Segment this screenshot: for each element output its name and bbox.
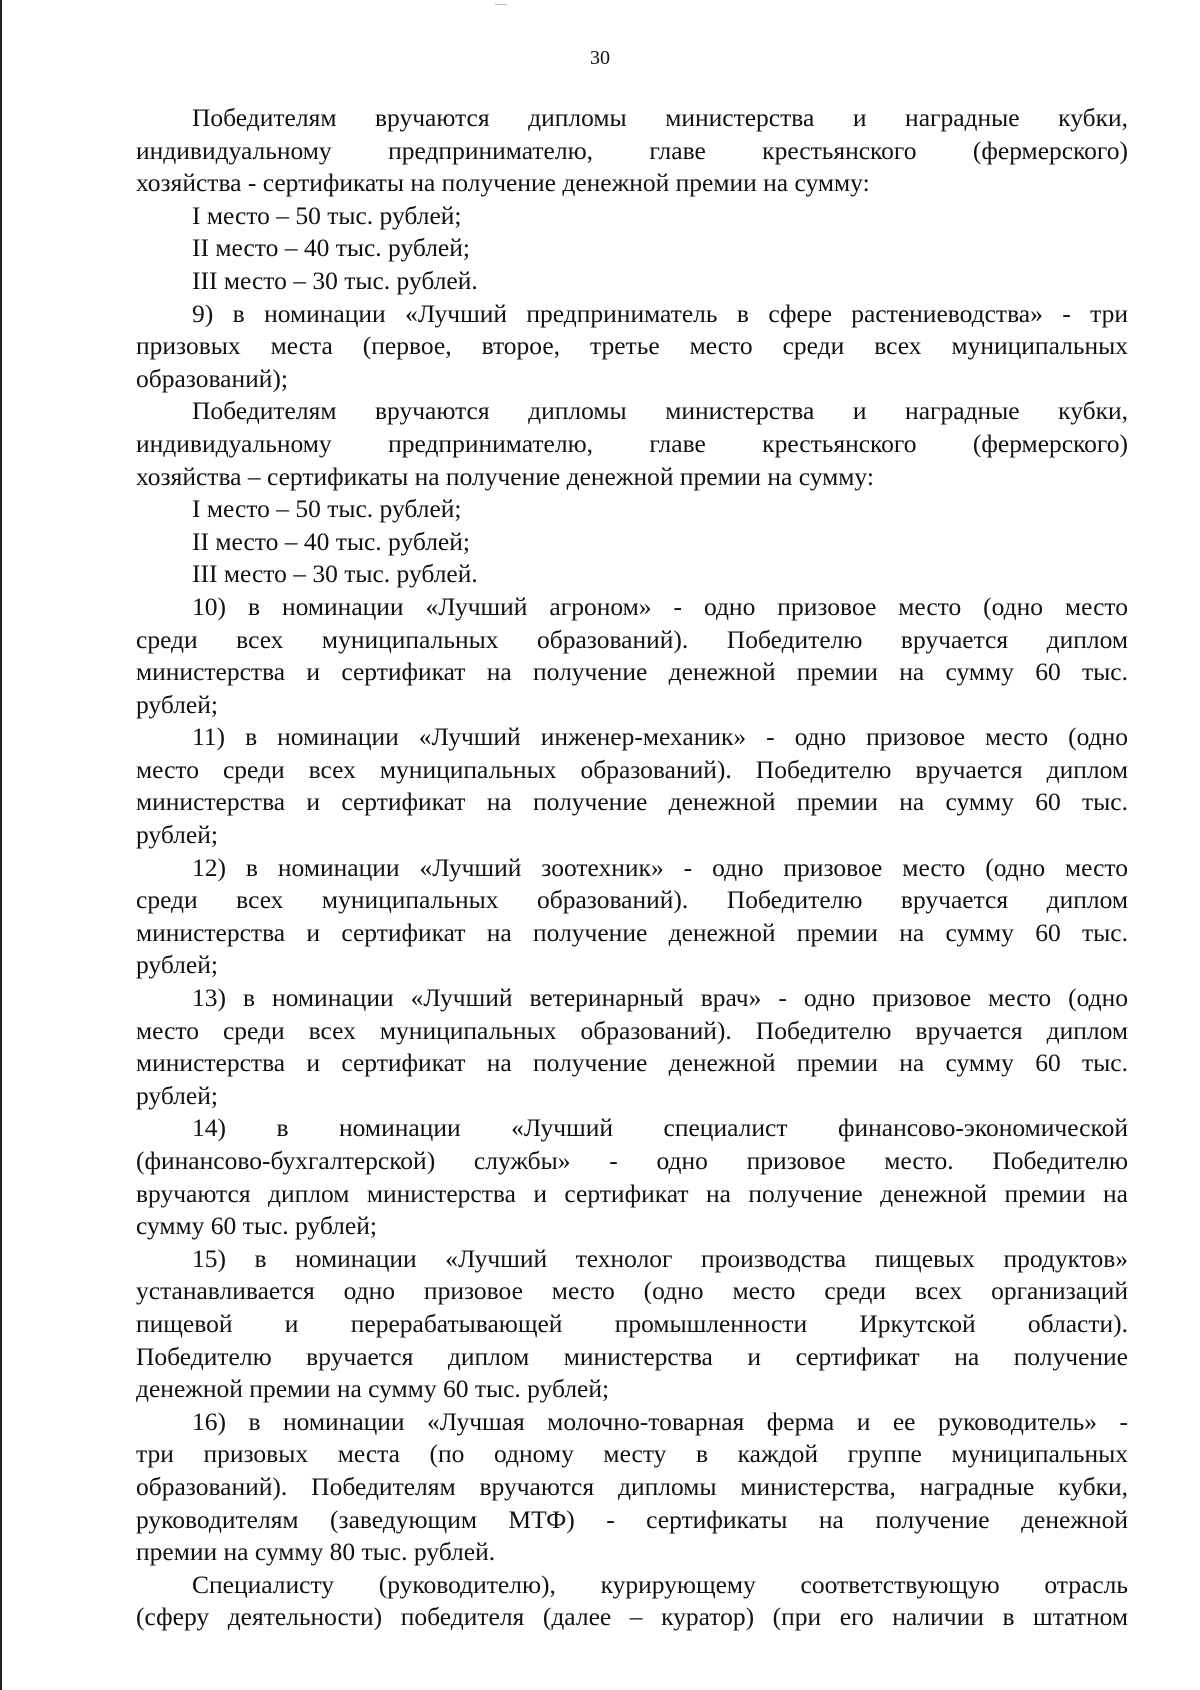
document-body bbox=[136, 102, 1128, 1634]
text-line: 12) в номинации «Лучший зоотехник» - одно призовое место (одно место bbox=[192, 852, 1128, 882]
text-line: хозяйства – сертификаты на получение денежной премии на сумму: bbox=[136, 461, 874, 491]
text-line: Победителям вручаются дипломы министерства и наградные кубки, bbox=[192, 396, 1128, 426]
text-line: руководителям (заведующим МТФ) - сертификаты на получение денежной bbox=[136, 1504, 1128, 1534]
text-line: индивидуальному предпринимателю, главе крестьянского (фермерского) bbox=[136, 135, 1128, 165]
text-line: 10) в номинации «Лучший агроном» - одно призовое место (одно место bbox=[192, 591, 1128, 621]
text-line: Победителям вручаются дипломы министерства и наградные кубки, bbox=[192, 103, 1128, 132]
text-line: Победителю вручается диплом министерства и сертификат на получение bbox=[136, 1341, 1128, 1371]
text-line: три призовых места (по одному месту в каждой группе муниципальных bbox=[136, 1439, 1128, 1469]
text-line: сумму 60 тыс. рублей; bbox=[136, 1211, 377, 1241]
text-line: рублей; bbox=[136, 820, 218, 850]
text-line: место среди всех муниципальных образований). Победителю вручается диплом bbox=[136, 754, 1128, 784]
scan-left-edge bbox=[0, 0, 2, 1690]
text-line: денежной премии на сумму 60 тыс. рублей; bbox=[136, 1374, 610, 1404]
text-line: министерства и сертификат на получение денежной премии на сумму 60 тыс. bbox=[136, 657, 1128, 687]
text-line: образований); bbox=[136, 363, 289, 393]
text-line: I место – 50 тыс. рублей; bbox=[192, 494, 462, 524]
text-line: устанавливается одно призовое место (одно место среди всех организаций bbox=[136, 1276, 1128, 1306]
page-number: 30 bbox=[590, 47, 610, 69]
text-line: среди всех муниципальных образований). Победителю вручается диплом bbox=[136, 624, 1128, 654]
text-line: 16) в номинации «Лучшая молочно-товарная ферма и ее руководитель» - bbox=[192, 1406, 1128, 1436]
text-line: место среди всех муниципальных образований). Победителю вручается диплом bbox=[136, 1015, 1128, 1045]
text-line: премии на сумму 80 тыс. рублей. bbox=[136, 1537, 496, 1567]
text-line: образований). Победителям вручаются дипломы министерства, наградные кубки, bbox=[136, 1471, 1128, 1501]
text-line: призовых места (первое, второе, третье место среди всех муниципальных bbox=[136, 331, 1128, 361]
text-line: рублей; bbox=[136, 1080, 218, 1110]
text-line: пищевой и перерабатывающей промышленности Иркутской области). bbox=[136, 1308, 1128, 1338]
text-line: 13) в номинации «Лучший ветеринарный врач» - одно призовое место (одно bbox=[192, 983, 1128, 1013]
text-line: 11) в номинации «Лучший инженер-механик» - одно призовое место (одно bbox=[192, 722, 1128, 752]
text-line: рублей; bbox=[136, 689, 218, 719]
text-line: III место – 30 тыс. рублей. bbox=[192, 559, 478, 589]
text-line: I место – 50 тыс. рублей; bbox=[192, 200, 462, 230]
text-line: хозяйства - сертификаты на получение денежной премии на сумму: bbox=[136, 168, 870, 198]
text-line: 14) в номинации «Лучший специалист финансово-экономической bbox=[192, 1113, 1128, 1143]
text-line: III место – 30 тыс. рублей. bbox=[192, 265, 478, 295]
text-line: министерства и сертификат на получение денежной премии на сумму 60 тыс. bbox=[136, 787, 1128, 817]
text-line: 15) в номинации «Лучший технолог производства пищевых продуктов» bbox=[192, 1243, 1128, 1273]
text-line: 9) в номинации «Лучший предприниматель в сфере растениеводства» - три bbox=[192, 298, 1128, 328]
text-line: рублей; bbox=[136, 950, 218, 980]
text-line: среди всех муниципальных образований). Победителю вручается диплом bbox=[136, 885, 1128, 915]
text-line: (финансово-бухгалтерской) службы» - одно призовое место. Победителю bbox=[136, 1146, 1128, 1175]
text-line: министерства и сертификат на получение денежной премии на сумму 60 тыс. bbox=[136, 917, 1128, 947]
text-line: министерства и сертификат на получение денежной премии на сумму 60 тыс. bbox=[136, 1048, 1128, 1078]
text-line: II место – 40 тыс. рублей; bbox=[192, 526, 470, 556]
scan-mark bbox=[495, 4, 507, 5]
text-line: (сферу деятельности) победителя (далее – куратор) (при его наличии в штатном bbox=[136, 1602, 1128, 1632]
text-line: Специалисту (руководителю), курирующему соответствующую отрасль bbox=[192, 1569, 1128, 1599]
text-line: индивидуальному предпринимателю, главе крестьянского (фермерского) bbox=[136, 428, 1128, 458]
text-line: II место – 40 тыс. рублей; bbox=[192, 233, 470, 263]
text-line: вручаются диплом министерства и сертификат на получение денежной премии на bbox=[136, 1178, 1128, 1208]
